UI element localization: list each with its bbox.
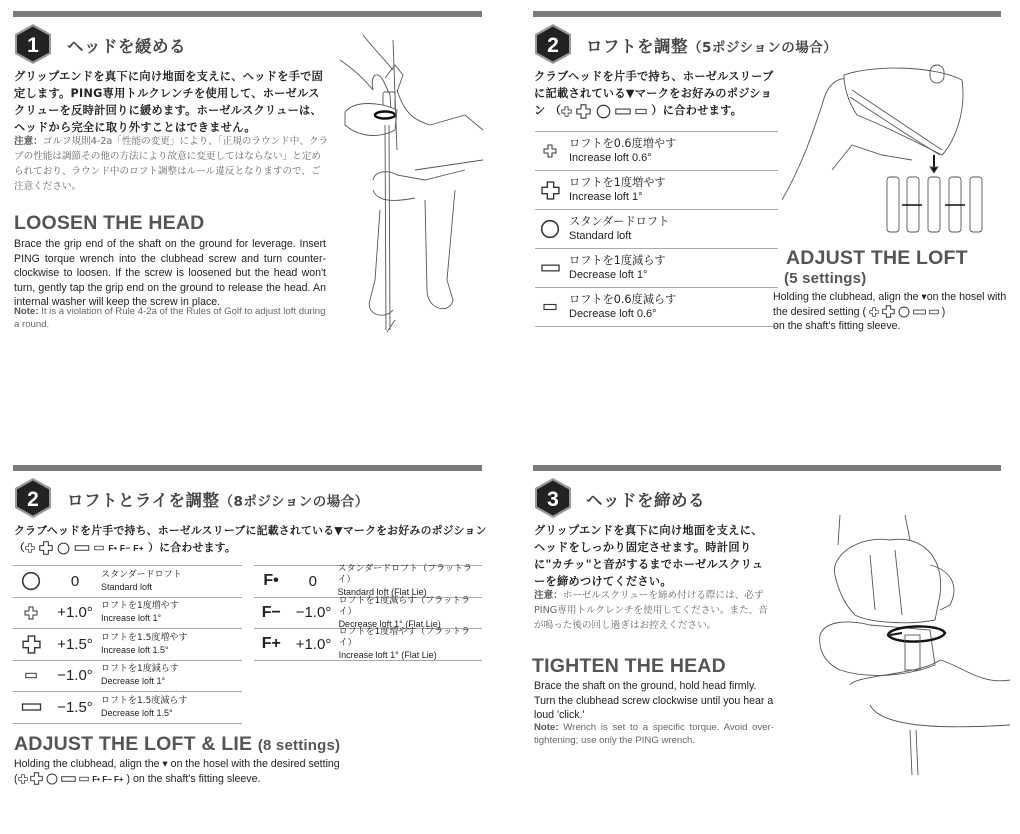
title-sub: (5 settings)	[784, 270, 867, 287]
large-plus-icon	[39, 541, 53, 555]
flat-plus-mark: F+	[261, 635, 281, 653]
circle-icon	[596, 104, 611, 119]
setting-en: Standard loft	[569, 230, 632, 242]
setting-jp: ロフトを1度減らす	[101, 664, 179, 675]
note-label: 注意：	[534, 590, 563, 601]
setting-row	[13, 566, 242, 598]
large-minus-icon	[21, 703, 42, 711]
setting-jp: ロフトを1度増やす	[101, 601, 179, 612]
body-text-end: ）に合わせます。	[651, 104, 743, 117]
note-label: Note:	[534, 722, 559, 733]
setting-en: Decrease loft 1°	[569, 269, 648, 281]
loft-settings-table-5	[535, 131, 778, 327]
setting-value: 0	[70, 572, 80, 590]
small-plus-icon	[24, 606, 38, 620]
large-plus-icon	[576, 104, 591, 119]
step-1-badge	[13, 23, 53, 65]
section-2b-title-en	[14, 733, 340, 756]
setting-jp: スタンダードロフト（フラットライ）	[337, 564, 472, 586]
section-3-divider-bar	[533, 465, 1001, 471]
small-minus-icon	[94, 545, 104, 551]
title-main: ADJUST THE LOFT & LIE	[14, 733, 253, 755]
setting-jp: ロフトを1度増やす	[569, 176, 666, 189]
section-2a-body-jp: クラブヘッドを片手で持ち、ホーゼルスリーブに記載されている▼マークをお好みのポジション （ ）に合わせます。	[534, 70, 774, 117]
setting-jp: スタンダードロフト	[101, 569, 182, 580]
hand-tightening-screw-illustration	[810, 515, 1010, 775]
flat-minus-mark: F−	[261, 603, 281, 621]
svg-text:2: 2	[547, 34, 559, 57]
small-minus-icon	[929, 309, 939, 315]
body-text-end: ）に合わせます。	[148, 541, 237, 554]
large-plus-icon	[541, 181, 560, 200]
loft-lie-settings-table-left	[13, 565, 242, 724]
large-plus-icon	[30, 772, 43, 785]
setting-en: Increase loft 1°	[101, 613, 162, 624]
note-text: ホーゼルスクリューを締め付ける際には、必ずPING専用トルクレンチを使用してください。また、音が鳴った後の回し過ぎはお控えください。	[534, 590, 768, 631]
setting-en: Increase loft 0.6°	[569, 152, 652, 164]
section-1-body-en: Brace the grip end of the shaft on the ground for leverage. Insert PING torque wrench into the clubhead screw and turn counter-clockwise to loosen. If the screw is loosened but the head won't turn, gently tap the grip end on the ground to release the head. An internal washer will keep the screw in place.	[14, 238, 326, 308]
svg-text:2: 2	[27, 488, 39, 511]
hand-holding-clubhead-sleeve-positions-illustration	[782, 55, 1007, 240]
title-sub: (8 settings)	[257, 737, 341, 754]
step-2-badge	[533, 23, 573, 65]
note-label: Note:	[14, 306, 39, 317]
setting-row	[535, 249, 778, 288]
section-1-body-jp: グリップエンドを真下に向け地面を支えに、ヘッドを手で固定します。PING専用トルクレンチを使用して、ホーゼルスクリューを反時計回りに緩めます。ホーゼルスクリューは、ヘッドから完全に取り外すことはできません。	[14, 70, 324, 134]
small-plus-icon	[869, 307, 879, 317]
golfer-loosening-head-illustration	[335, 30, 485, 335]
circle-icon	[21, 571, 41, 591]
setting-jp: スタンダードロフト	[569, 215, 670, 228]
section-1-divider-bar	[13, 11, 482, 17]
title-sub: （8ポジションの場合）	[219, 494, 369, 510]
setting-jp: ロフトを1.5度減らす	[101, 695, 188, 706]
setting-en: Decrease loft 0.6°	[569, 308, 657, 320]
section-2a-divider-bar	[533, 11, 1001, 17]
setting-value: +1.0°	[295, 635, 332, 653]
setting-row	[13, 661, 242, 693]
flat-standard-mark: F•	[263, 572, 279, 590]
section-3-note-jp	[534, 588, 774, 633]
setting-row	[254, 566, 482, 598]
section-2a-title-en-sub	[784, 266, 866, 289]
body-text: Holding the clubhead, align the ▾ on the hosel with the desired setting	[14, 758, 340, 770]
note-text: Wrench is set to a specific torque. Avoid over-tightening; use only the PING wrench.	[534, 722, 774, 746]
setting-jp: ロフトを1.5度増やす	[101, 632, 188, 643]
setting-row	[254, 595, 482, 630]
large-minus-icon	[913, 309, 926, 315]
setting-row	[535, 288, 778, 327]
title-main: ロフトを調整	[586, 37, 688, 56]
large-minus-icon	[541, 264, 560, 272]
title-sub: （5ポジションの場合）	[688, 40, 838, 56]
setting-value: −1.0°	[57, 667, 93, 685]
circle-icon	[898, 306, 910, 318]
setting-jp: ロフトを1度増やす（フラットライ）	[338, 627, 471, 649]
setting-jp: ロフトを1度減らす（フラットライ）	[338, 595, 471, 617]
setting-row	[13, 598, 242, 630]
setting-row	[535, 132, 778, 171]
setting-row	[13, 692, 242, 724]
setting-en: Increase loft 1° (Flat Lie)	[338, 650, 437, 661]
section-1-title-jp: ヘッドを緩める	[67, 37, 186, 56]
setting-value: −1.5°	[57, 698, 93, 716]
large-plus-icon	[22, 635, 41, 654]
circle-icon	[46, 773, 58, 785]
title-main: ロフトとライを調整	[67, 491, 220, 510]
note-text: It is a violation of Rule 4-2a of the Rules of Golf to adjust loft during a round.	[14, 306, 326, 330]
section-1-note-en	[14, 305, 326, 331]
large-minus-icon	[74, 545, 90, 551]
setting-jp: ロフトを0.6度増やす	[569, 137, 677, 150]
setting-value: 0	[308, 572, 318, 590]
small-minus-icon	[79, 776, 89, 782]
svg-text:1: 1	[27, 34, 39, 57]
setting-en: Decrease loft 1.5°	[101, 707, 173, 718]
flat-lie-marks: F• F− F+	[108, 543, 145, 553]
loft-lie-settings-table-right	[254, 565, 482, 661]
section-1-note-jp	[14, 134, 330, 194]
setting-row	[535, 171, 778, 210]
setting-en: Standard loft (Flat Lie)	[337, 587, 427, 598]
section-2a-title-jp	[586, 33, 837, 57]
setting-row	[254, 629, 482, 661]
circle-icon	[57, 542, 70, 555]
body-text: )	[941, 305, 946, 318]
note-text: ゴルフ規則4-2a「性能の変更」により、「正規のラウンド中、クラブの性能は調節その他の方法により故意に変更してはならない」と定められており、ラウンド中のロフト調整はルール違反となりますので、ご注意ください。	[14, 136, 329, 192]
body-text: ) on the shaft's fitting sleeve.	[126, 772, 261, 785]
body-text: クラブヘッドを片手で持ち、ホーゼルスリーブに記載されている▼マークをお好みのポジション	[534, 70, 774, 117]
section-2b-body-jp: クラブヘッドを片手で持ち、ホーゼルスリーブに記載されている▼マークをお好みのポジション （ F• F− F+ ）に合わせます。	[14, 524, 487, 554]
svg-text:3: 3	[547, 488, 559, 511]
note-label: 注意：	[14, 136, 43, 147]
section-3-title-en: TIGHTEN THE HEAD	[532, 655, 726, 677]
section-3-body-jp: グリップエンドを真下に向け地面を支えに、ヘッドをしっかり固定させます。時計回りに"カチッ"と音がするまでホーゼルスクリューを締めつけてください。	[534, 524, 764, 588]
small-plus-icon	[25, 543, 35, 553]
body-text: クラブヘッドを片手で持ち、ホーゼルスリーブに記載されている▼マークをお好みのポジション	[14, 524, 487, 537]
large-plus-icon	[882, 305, 895, 318]
step-3-badge	[533, 477, 573, 519]
step-2-badge	[13, 477, 53, 519]
setting-jp: ロフトを0.6度減らす	[569, 293, 677, 306]
setting-en: Decrease loft 1° (Flat Lie)	[338, 618, 441, 629]
section-2b-title-jp	[67, 487, 369, 511]
small-minus-icon	[23, 672, 39, 679]
large-minus-icon	[61, 776, 76, 782]
section-2a-body-en	[773, 290, 1008, 334]
setting-en: Standard loft	[101, 581, 153, 592]
small-minus-icon	[635, 108, 647, 115]
section-2b-divider-bar	[13, 465, 482, 471]
section-3-title-jp: ヘッドを締める	[586, 491, 705, 510]
setting-en: Increase loft 1°	[569, 191, 643, 203]
body-text: Holding the clubhead, align the ▾on the hosel with the desired setting (	[773, 291, 1007, 318]
section-3-note-en	[534, 721, 774, 747]
section-2b-body-en: Holding the clubhead, align the ▾ on the hosel with the desired setting ( F• F− F+ ) on the shaft's fitting sleeve.	[14, 758, 340, 785]
section-3-body-en: Brace the shaft on the ground, hold head firmly. Turn the clubhead screw clockwise until you hear a loud 'click.'	[534, 680, 774, 721]
setting-value: +1.0°	[57, 604, 93, 622]
setting-en: Increase loft 1.5°	[101, 644, 169, 655]
small-plus-icon	[543, 144, 557, 158]
large-minus-icon	[615, 108, 631, 115]
circle-icon	[540, 219, 560, 239]
setting-row	[13, 629, 242, 661]
section-2a-title-en: ADJUST THE LOFT	[786, 247, 968, 269]
setting-jp: ロフトを1度減らす	[569, 254, 666, 267]
body-text: on the shaft's fitting sleeve.	[773, 320, 901, 332]
setting-row	[535, 210, 778, 249]
small-plus-icon	[18, 774, 28, 784]
setting-value: +1.5°	[57, 635, 93, 653]
section-1-title-en: LOOSEN THE HEAD	[14, 212, 205, 234]
small-plus-icon	[561, 106, 572, 117]
small-minus-icon	[543, 303, 557, 311]
flat-lie-marks: F• F− F+	[92, 774, 124, 784]
setting-en: Decrease loft 1°	[101, 676, 166, 687]
setting-value: −1.0°	[295, 604, 332, 622]
